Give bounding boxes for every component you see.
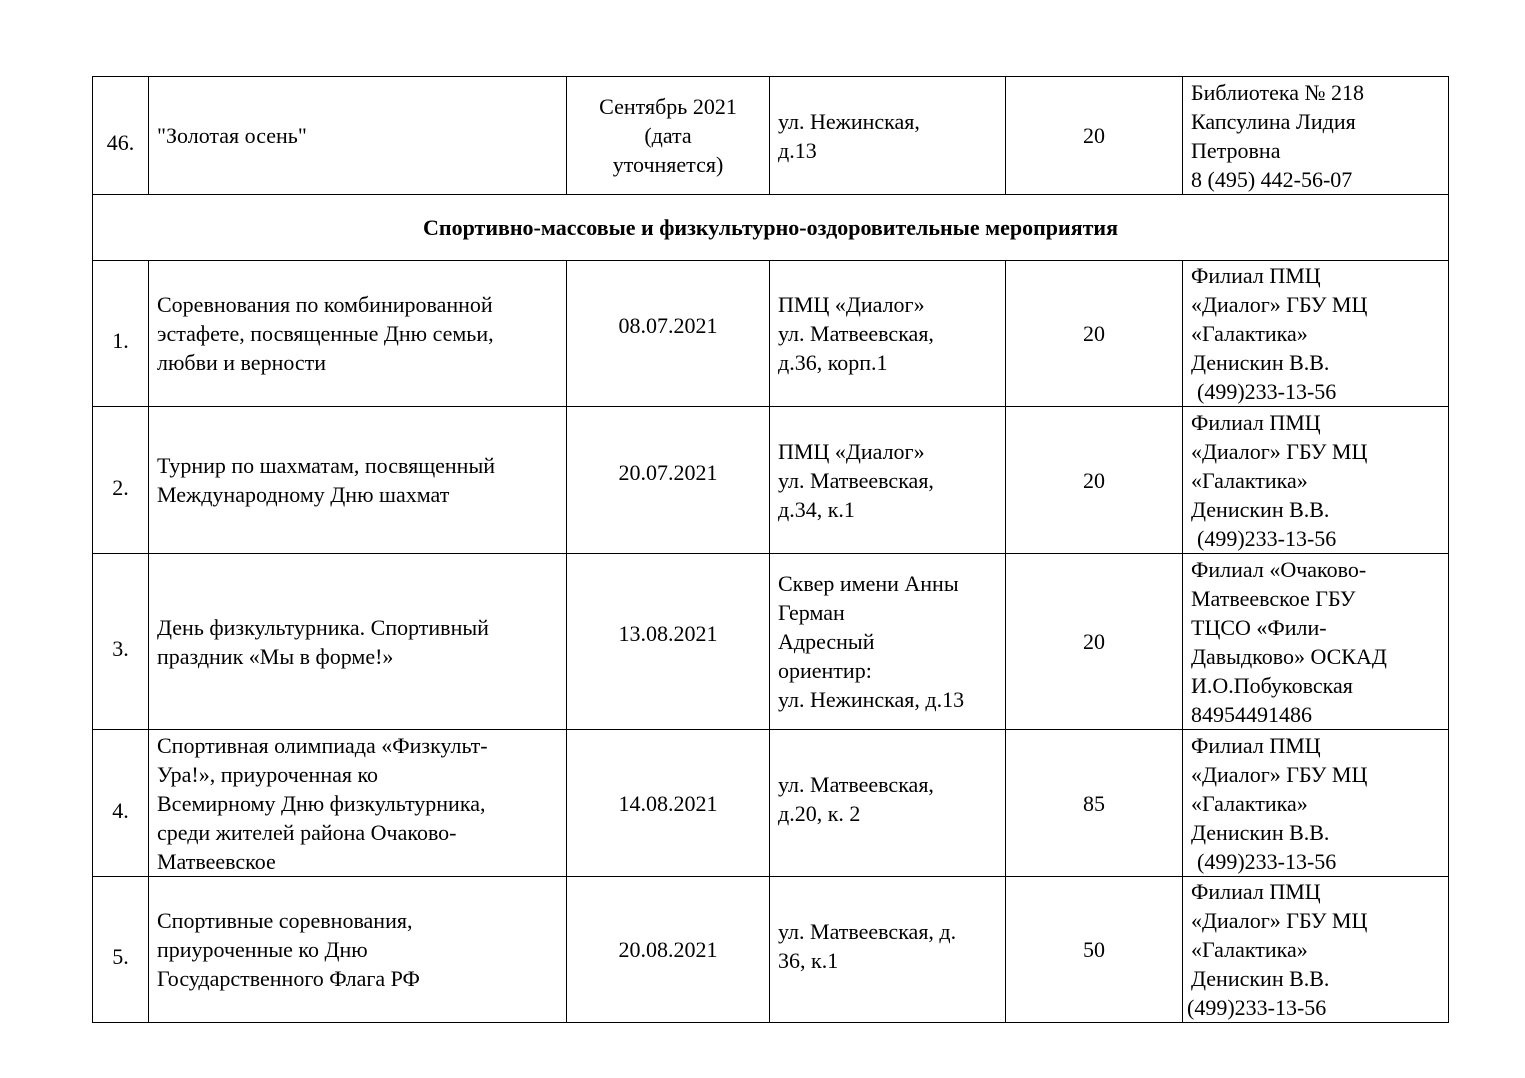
event-organizer: Филиал ПМЦ «Диалог» ГБУ МЦ «Галактика» Денискин В.В. (499)233-13-56 (1183, 261, 1449, 407)
event-name: Спортивная олимпиада «Физкульт- Ура!», приуроченная ко Всемирному Дню физкультурника, среди жителей района Очаково- Матвеевское (149, 730, 567, 877)
event-name: День физкультурника. Спортивный праздник «Мы в форме!» (149, 554, 567, 730)
participant-count: 20 (1006, 407, 1183, 554)
event-address: ПМЦ «Диалог» ул. Матвеевская, д.36, корп.1 (770, 261, 1006, 407)
participant-count: 85 (1006, 730, 1183, 877)
event-address: ул. Матвеевская, д. 36, к.1 (770, 877, 1006, 1023)
event-date: 20.08.2021 (567, 877, 770, 1023)
participant-count: 20 (1006, 554, 1183, 730)
event-name: Турнир по шахматам, посвященный Международному Дню шахмат (149, 407, 567, 554)
table-row (93, 877, 1449, 1023)
event-address: ул. Нежинская, д.13 (770, 77, 1006, 195)
event-organizer: Филиал ПМЦ «Диалог» ГБУ МЦ «Галактика» Денискин В.В. (499)233-13-56 (1183, 877, 1449, 1023)
event-date: Сентябрь 2021 (дата уточняется) (567, 77, 770, 195)
event-name: "Золотая осень" (149, 77, 567, 195)
table-row (93, 261, 1449, 407)
event-organizer: Филиал ПМЦ «Диалог» ГБУ МЦ «Галактика» Денискин В.В. (499)233-13-56 (1183, 407, 1449, 554)
events-table (92, 76, 1449, 1023)
event-date: 08.07.2021 (567, 261, 770, 407)
event-date: 14.08.2021 (567, 730, 770, 877)
event-organizer: Филиал «Очаково- Матвеевское ГБУ ТЦСО «Фили- Давыдково» ОСКАД И.О.Побуковская 84954491486 (1183, 554, 1449, 730)
table-row (93, 554, 1449, 730)
event-address: ул. Матвеевская, д.20, к. 2 (770, 730, 1006, 877)
row-number: 2. (93, 407, 149, 554)
table-row (93, 407, 1449, 554)
event-organizer: Филиал ПМЦ «Диалог» ГБУ МЦ «Галактика» Денискин В.В. (499)233-13-56 (1183, 730, 1449, 877)
section-title: Спортивно-массовые и физкультурно-оздоровительные мероприятия (93, 195, 1449, 261)
event-address: Сквер имени Анны Герман Адресный ориентир: ул. Нежинская, д.13 (770, 554, 1006, 730)
event-name: Соревнования по комбинированной эстафете, посвященные Дню семьи, любви и верности (149, 261, 567, 407)
row-number: 4. (93, 730, 149, 877)
event-name: Спортивные соревнования, приуроченные ко Дню Государственного Флага РФ (149, 877, 567, 1023)
participant-count: 50 (1006, 877, 1183, 1023)
table-row (93, 730, 1449, 877)
row-number: 3. (93, 554, 149, 730)
row-number: 1. (93, 261, 149, 407)
row-number: 5. (93, 877, 149, 1023)
row-number: 46. (93, 77, 149, 195)
section-header-row (93, 195, 1449, 261)
event-date: 13.08.2021 (567, 554, 770, 730)
event-date: 20.07.2021 (567, 407, 770, 554)
event-address: ПМЦ «Диалог» ул. Матвеевская, д.34, к.1 (770, 407, 1006, 554)
event-organizer: Библиотека № 218 Капсулина Лидия Петровна 8 (495) 442-56-07 (1183, 77, 1449, 195)
table-row (93, 77, 1449, 195)
participant-count: 20 (1006, 261, 1183, 407)
participant-count: 20 (1006, 77, 1183, 195)
